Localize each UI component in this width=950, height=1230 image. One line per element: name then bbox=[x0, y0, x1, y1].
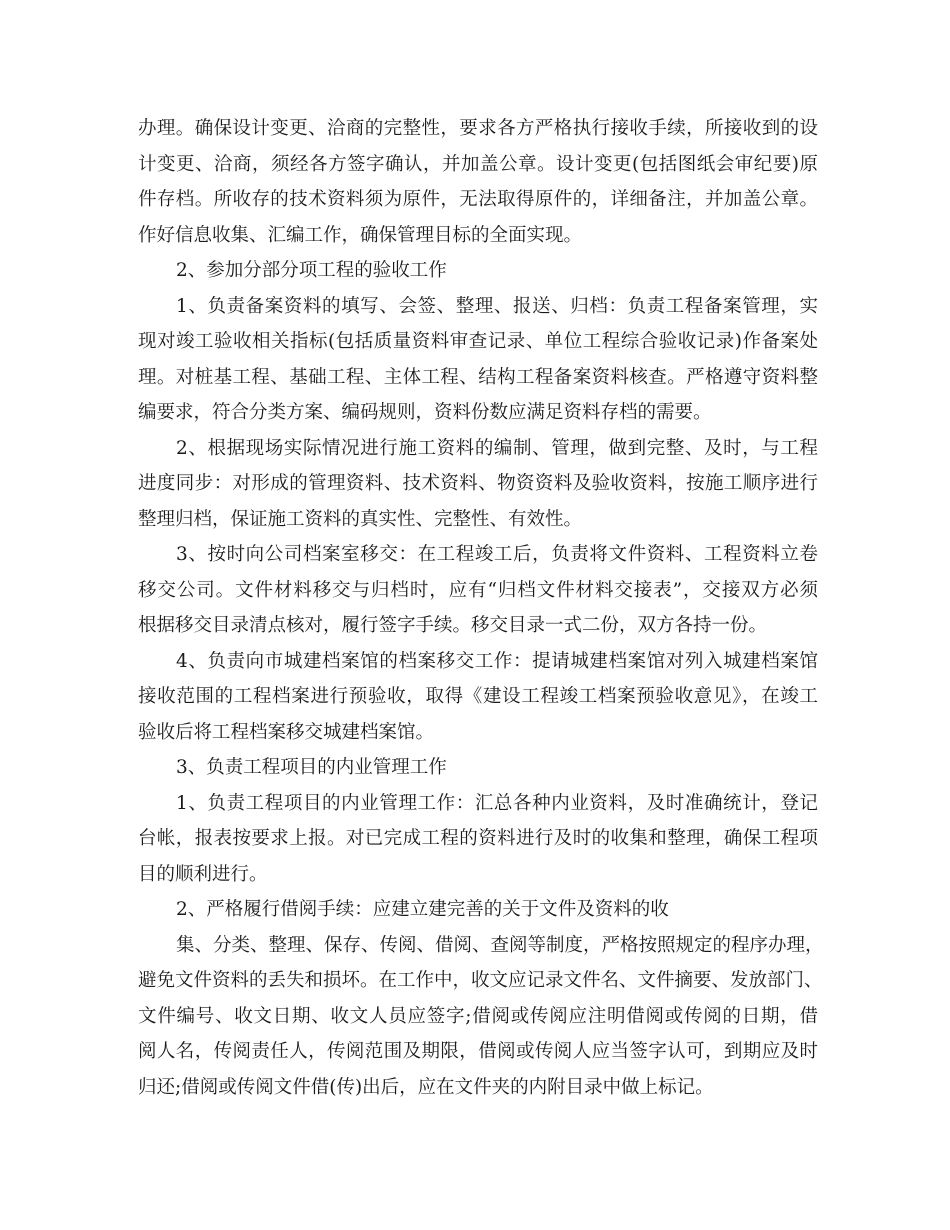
text-line: 1、负责工程项目的内业管理工作：汇总各种内业资料，及时准确统计，登记 bbox=[176, 792, 818, 814]
text-line: 计变更、洽商，须经各方签字确认，并加盖公章。设计变更(包括图纸会审纪要)原 bbox=[138, 153, 818, 175]
text-line: 3、按时向公司档案室移交：在工程竣工后，负责将文件资料、工程资料立卷 bbox=[176, 544, 818, 565]
text-line: 阅人名，传阅责任人，传阅范围及期限，借阅或传阅人应当签字认可，到期应及时 bbox=[138, 1041, 818, 1062]
text-line: 进度同步：对形成的管理资料、技术资料、物资资料及验收资料，按施工顺序进行 bbox=[138, 473, 818, 494]
text-line: 整理归档，保证施工资料的真实性、完整性、有效性。 bbox=[138, 508, 583, 530]
document-body bbox=[138, 111, 824, 1105]
text-line: 根据移交目录清点核对，履行签字手续。移交目录一式二份，双方各持一份。 bbox=[138, 615, 768, 636]
text-line: 接收范围的工程档案进行预验收，取得《建设工程竣工档案预验收意见》，在竣工 bbox=[138, 686, 818, 707]
text-line: 4、负责向市城建档案馆的档案移交工作：提请城建档案馆对列入城建档案馆 bbox=[176, 650, 818, 672]
text-line: 避免文件资料的丢失和损坏。在工作中，收文应记录文件名、文件摘要、发放部门、 bbox=[138, 970, 823, 991]
text-line: 文件编号、收文日期、收文人员应签字;借阅或传阅应注明借阅或传阅的日期，借 bbox=[138, 1005, 818, 1027]
text-line: 验收后将工程档案移交城建档案馆。 bbox=[138, 721, 435, 743]
text-line: 归还;借阅或传阅文件借(传)出后，应在文件夹的内附目录中做上标记。 bbox=[138, 1076, 714, 1098]
text-line: 件存档。所收存的技术资料须为原件，无法取得原件的，详细备注，并加盖公章。 bbox=[138, 189, 818, 210]
text-line: 编要求，符合分类方案、编码规则，资料份数应满足资料存档的需要。 bbox=[138, 402, 712, 423]
text-line: 2、参加分部分项工程的验收工作 bbox=[176, 260, 447, 281]
text-line: 移交公司。文件材料移交与归档时，应有“归档文件材料交接表”，交接双方必须 bbox=[138, 579, 818, 601]
text-line: 办理。确保设计变更、洽商的完整性，要求各方严格执行接收手续，所接收到的设 bbox=[138, 118, 818, 139]
text-line: 3、负责工程项目的内业管理工作 bbox=[176, 757, 447, 778]
text-line: 现对竣工验收相关指标(包括质量资料审查记录、单位工程综合验收记录)作备案处 bbox=[138, 331, 818, 352]
text-line: 理。对桩基工程、基础工程、主体工程、结构工程备案资料核查。严格遵守资料整 bbox=[138, 366, 818, 388]
text-line: 1、负责备案资料的填写、会签、整理、报送、归档：负责工程备案管理，实 bbox=[176, 295, 818, 317]
text-line: 台帐，报表按要求上报。对已完成工程的资料进行及时的收集和整理，确保工程项 bbox=[138, 828, 818, 849]
text-line: 2、严格履行借阅手续：应建立建完善的关于文件及资料的收 bbox=[176, 899, 669, 920]
text-line: 2、根据现场实际情况进行施工资料的编制、管理，做到完整、及时，与工程 bbox=[176, 437, 818, 459]
text-line: 作好信息收集、汇编工作，确保管理目标的全面实现。 bbox=[138, 224, 583, 246]
text-line: 集、分类、整理、保存、传阅、借阅、查阅等制度，严格按照规定的程序办理， bbox=[176, 934, 824, 956]
text-line: 目的顺利进行。 bbox=[138, 863, 268, 885]
